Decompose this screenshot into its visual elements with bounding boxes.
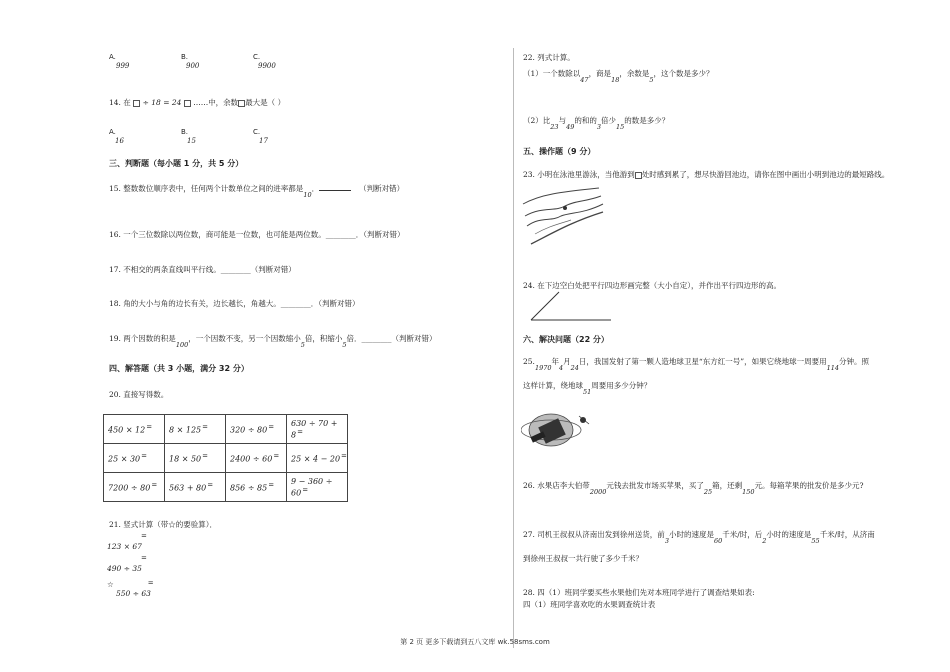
calc-cell: 25 × 30= <box>104 444 165 473</box>
q25-line1: 25.1970年4月24日，我国发射了第一颗人造地球卫星“东方红一号”，如果它绕地球一周要用114分钟。照 <box>523 357 869 372</box>
calc-cell: 18 × 50= <box>165 444 226 473</box>
q21: 21. 竖式计算（带☆的要验算）． <box>109 520 218 529</box>
q18: 18. 角的大小与角的边长有关，边长越长，角越大。________．（判断对错） <box>109 299 360 308</box>
table-row <box>104 444 348 473</box>
q28-line1: 28. 四（1）班同学要买些水果他们先对本班同学进行了调查结果如表: <box>523 588 755 597</box>
q14-question: 14. 在 ÷ 18 = 24 ……中，余数 最大是（ ） <box>109 98 286 107</box>
section-6-heading: 六、解决问题（22 分） <box>523 335 609 344</box>
calc-cell: 856 ÷ 85= <box>226 473 287 502</box>
q21-item-2: = 490 ÷ 35 <box>107 554 147 573</box>
q17: 17. 不相交的两条直线叫平行线。________（判断对错） <box>109 265 296 274</box>
q21-item-3: ☆ = 550 ÷ 63 <box>107 579 154 598</box>
page-footer: 第 2 页 更多下载请到五八文库 wk.58sms.com <box>400 638 550 646</box>
calc-cell: 320 ÷ 80= <box>226 415 287 444</box>
q22-1: （1）一个数除以47，商是18，余数是5，这个数是多少？ <box>523 69 714 84</box>
blank-box-icon <box>133 100 140 107</box>
calc-cell: 9 − 360 ÷ 60= <box>287 473 348 502</box>
swimming-pool-figure <box>521 186 605 248</box>
q16: 16. 一个三位数除以两位数，商可能是一位数，也可能是两位数。________．（判断对错） <box>109 230 405 239</box>
q24: 24. 在下边空白处把平行四边形画完整（大小自定），并作出平行四边形的高。 <box>523 281 782 290</box>
q26: 26. 水果店李大伯带2000元钱去批发市场买苹果，买了25箱，还剩150元。每箱苹果的批发价是多少元? <box>523 481 864 496</box>
q20: 20. 直接写得数。 <box>109 390 169 399</box>
calc-cell: 7200 ÷ 80= <box>104 473 165 502</box>
calc-cell: 630 ÷ 70 + 8= <box>287 415 348 444</box>
table-row <box>104 473 348 502</box>
blank-box-icon <box>635 172 642 179</box>
q25-line2: 这样计算，绕地球51周要用多少分钟？ <box>523 381 652 396</box>
star-icon: ☆ <box>107 580 114 589</box>
section-3-heading: 三、判断题（每小题 1 分，共 5 分） <box>109 159 244 168</box>
table-row <box>104 415 348 444</box>
satellite-image <box>521 404 593 454</box>
q21-item-1: = 123 × 67 <box>107 532 147 551</box>
section-4-heading: 四、解答题（共 3 小题，满分 32 分） <box>109 364 249 373</box>
q14-option-a: A. 16 <box>109 128 124 145</box>
blank-box-icon <box>184 100 191 107</box>
calc-cell: 450 × 12= <box>104 415 165 444</box>
calc-cell: 25 × 4 − 20= <box>287 444 348 473</box>
q22: 22. 列式计算。 <box>523 53 575 62</box>
section-5-heading: 五、操作题（9 分） <box>523 147 596 156</box>
q27-line1: 27. 司机王叔叔从济南出发到徐州送货，前3小时的速度是60千米/时，后2小时的速度是55千米/时，从济南 <box>523 530 875 545</box>
q22-2: （2）比23与49的和的3倍少15的数是多少？ <box>523 116 670 131</box>
calc-table <box>103 414 348 502</box>
q14-option-b: B. 15 <box>181 128 196 145</box>
calc-cell: 563 + 80= <box>165 473 226 502</box>
q13-option-c: C. 9900 <box>253 53 276 70</box>
angle-figure <box>529 290 613 324</box>
column-divider <box>513 48 514 648</box>
q27-line2: 到徐州王叔叔一共行驶了多少千米？ <box>523 554 643 563</box>
q15: 15. 整数数位顺序表中，任何两个计数单位之间的进率都是10． （判断对错） <box>109 184 405 199</box>
q23: 23. 小明在泳池里游泳，当他游到 处时感到累了，想尽快游回池边，请你在图中画出小明到池边的最短路线。 <box>523 170 890 179</box>
q19: 19. 两个因数的积是100，一个因数不变，另一个因数缩小5倍，积缩小5倍．________（判断对错） <box>109 334 437 349</box>
calc-cell: 8 × 125= <box>165 415 226 444</box>
calc-cell: 2400 ÷ 60= <box>226 444 287 473</box>
q13-option-a: A. 999 <box>109 53 130 70</box>
q13-option-b: B. 900 <box>181 53 200 70</box>
q28-line2: 四（1）班同学喜欢吃的水果调查统计表 <box>523 600 656 609</box>
q14-option-c: C. 17 <box>253 128 268 145</box>
